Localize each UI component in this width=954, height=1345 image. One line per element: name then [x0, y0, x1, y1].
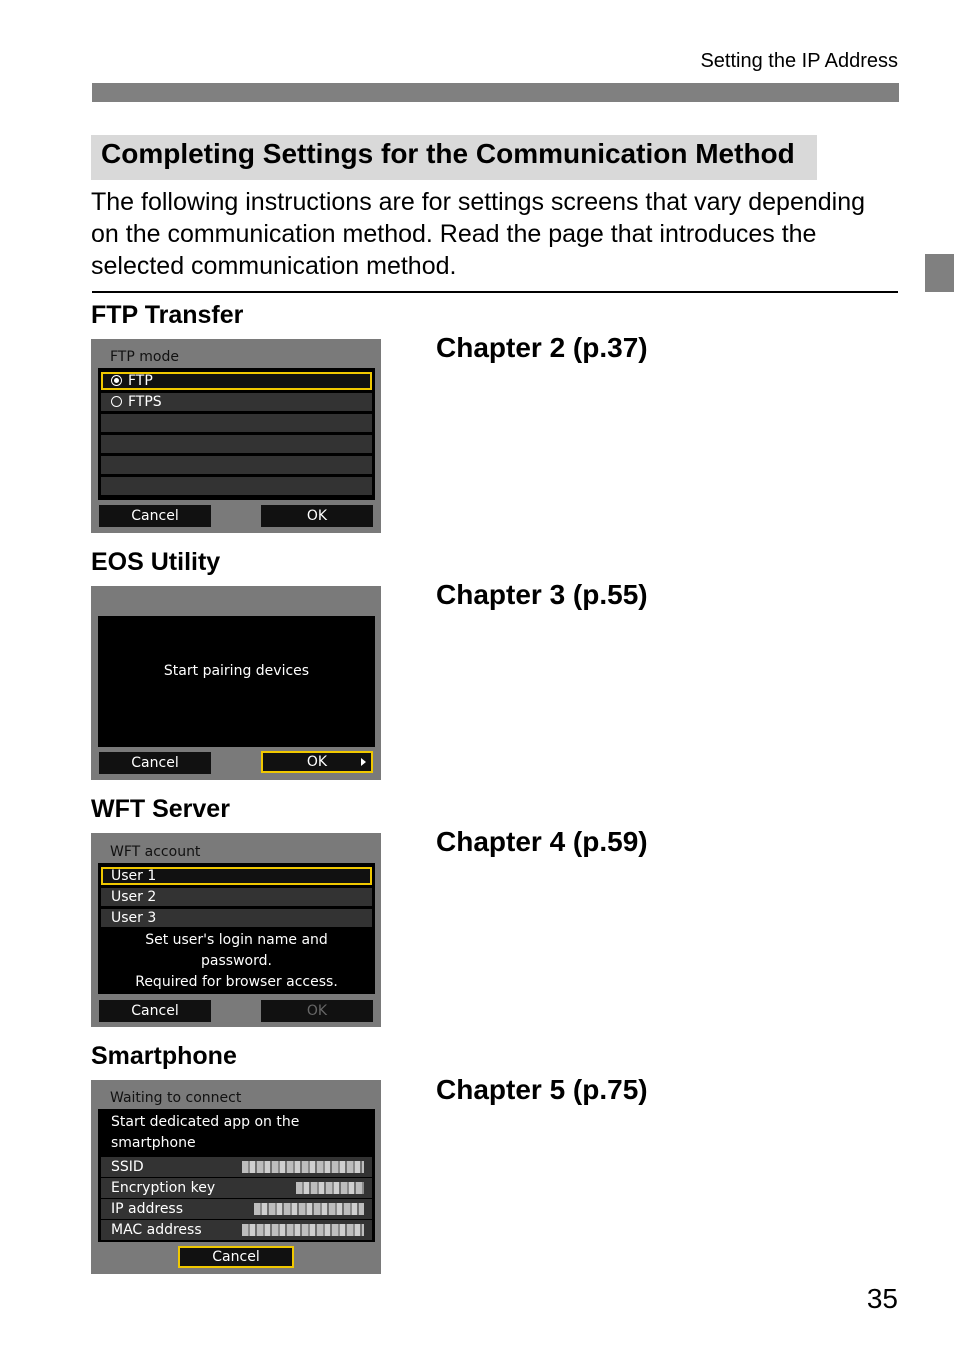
ok-label: OK — [306, 754, 328, 770]
option-ftp[interactable] — [101, 372, 372, 390]
redacted-value-icon — [254, 1203, 364, 1215]
chapter-ref-eos-utility: Chapter 3 (p.55) — [436, 579, 648, 610]
method-heading-eos-utility: EOS Utility — [91, 548, 221, 576]
redacted-value-icon — [242, 1224, 364, 1236]
ftp-mode-screen — [91, 339, 381, 533]
section-title: Completing Settings for the Communication Method — [91, 135, 817, 180]
screen-title: FTP mode — [110, 349, 179, 365]
smartphone-waiting-screen — [91, 1080, 381, 1274]
option-label: FTPS — [128, 394, 162, 410]
wft-account-screen — [91, 833, 381, 1027]
ok-button-disabled: OK — [261, 1000, 373, 1022]
chapter-ref-ftp: Chapter 2 (p.37) — [436, 332, 648, 363]
ip-address-row — [101, 1199, 372, 1219]
account-message-line: password. — [201, 953, 272, 969]
user-row[interactable]: User 2 — [101, 888, 372, 906]
message-panel — [98, 616, 375, 747]
instruction-line: smartphone — [111, 1135, 196, 1151]
empty-row — [101, 456, 372, 474]
cancel-button[interactable]: Cancel — [99, 1000, 211, 1022]
pairing-message: Start pairing devices — [163, 663, 310, 679]
cancel-button[interactable]: Cancel — [178, 1246, 294, 1268]
section-divider — [92, 291, 898, 293]
empty-row — [101, 414, 372, 432]
header-bar — [92, 83, 899, 102]
chapter-ref-smartphone: Chapter 5 (p.75) — [436, 1074, 648, 1105]
mac-address-row — [101, 1220, 372, 1240]
method-heading-smartphone: Smartphone — [91, 1042, 237, 1070]
method-heading-wft-server: WFT Server — [91, 795, 230, 823]
option-list — [98, 368, 375, 500]
chapter-side-tab — [925, 254, 954, 292]
arrow-right-icon — [361, 758, 366, 766]
radio-selected-icon — [111, 375, 122, 386]
eos-utility-screen — [91, 586, 381, 780]
cancel-button[interactable]: Cancel — [99, 505, 211, 527]
redacted-value-icon — [296, 1182, 364, 1194]
empty-row — [101, 477, 372, 495]
page-number: 35 — [866, 1283, 898, 1314]
account-message-line: Required for browser access. — [135, 974, 338, 990]
option-ftps[interactable] — [101, 393, 372, 411]
field-label: IP address — [111, 1201, 184, 1217]
account-message-line: Set user's login name and — [145, 932, 328, 948]
redacted-value-icon — [242, 1161, 364, 1173]
user-row[interactable]: User 1 — [101, 867, 372, 885]
ok-button[interactable]: OK — [261, 505, 373, 527]
field-label: SSID — [111, 1159, 144, 1175]
encryption-key-row — [101, 1178, 372, 1198]
cancel-button[interactable]: Cancel — [99, 752, 211, 774]
user-row[interactable]: User 3 — [101, 909, 372, 927]
running-head: Setting the IP Address — [700, 50, 898, 72]
chapter-ref-wft-server: Chapter 4 (p.59) — [436, 826, 648, 857]
screen-title: WFT account — [110, 844, 201, 860]
field-label: MAC address — [111, 1222, 202, 1238]
instruction-line: Start dedicated app on the — [111, 1114, 300, 1130]
intro-paragraph: The following instructions are for settings screens that vary depending on the communication method. Read the page that introduces the selected communication method. — [91, 188, 866, 280]
ssid-row — [101, 1157, 372, 1177]
ok-button[interactable] — [261, 751, 373, 773]
account-list — [98, 863, 375, 994]
field-label: Encryption key — [111, 1180, 216, 1196]
radio-empty-icon — [111, 396, 122, 407]
option-label: FTP — [128, 373, 153, 389]
empty-row — [101, 435, 372, 453]
connection-info-panel — [98, 1109, 375, 1242]
screen-title: Waiting to connect — [110, 1090, 242, 1106]
method-heading-ftp: FTP Transfer — [91, 301, 244, 329]
